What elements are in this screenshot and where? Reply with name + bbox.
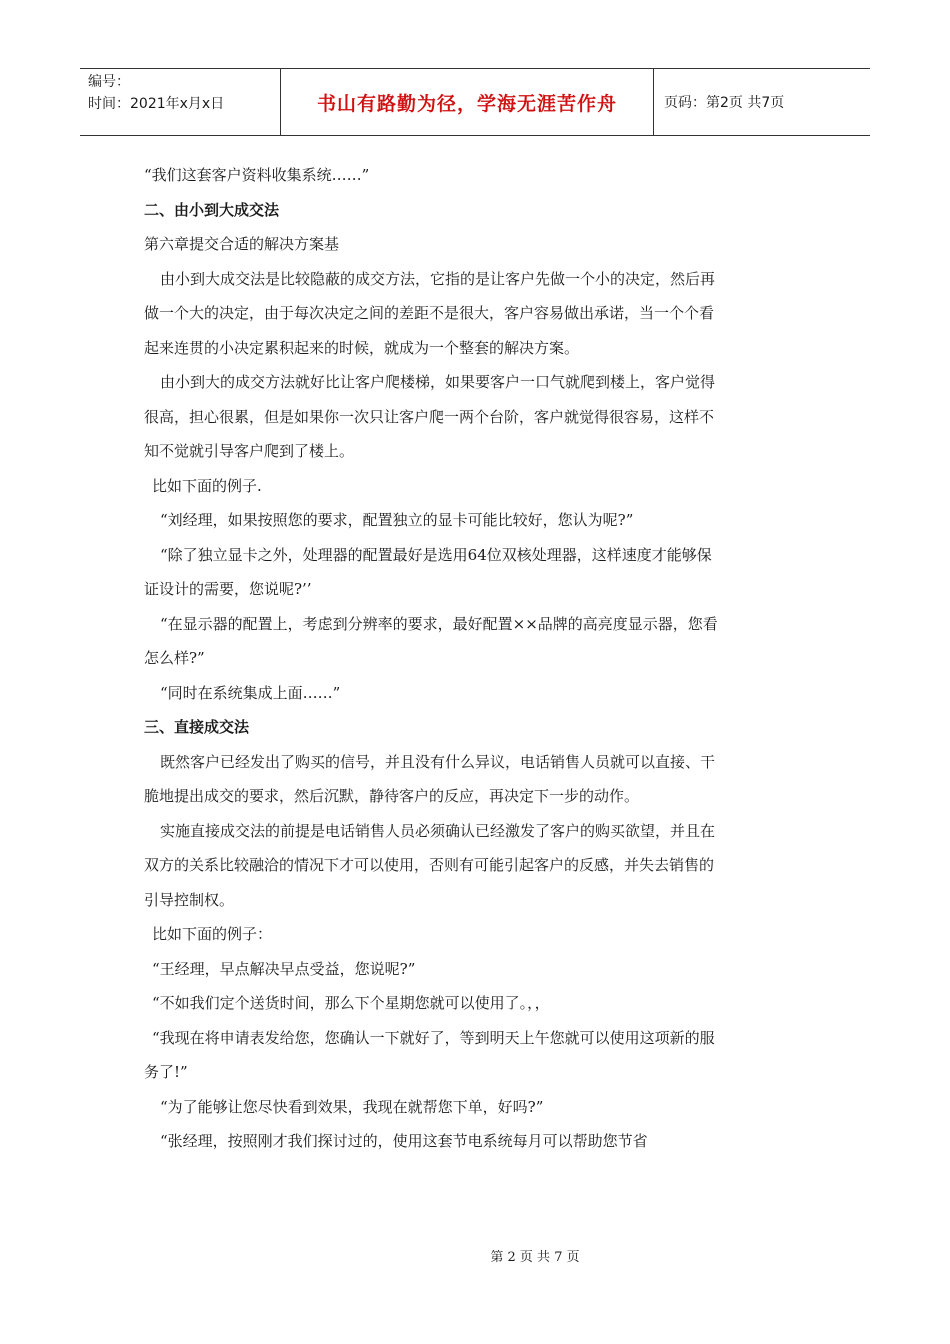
paragraph: 比如下面的例子. [152, 476, 262, 495]
document-body [144, 158, 719, 1159]
section-heading: 二、由小到大成交法 [144, 200, 280, 219]
footer-page-number: 第 2 页 共 7 页 [490, 1250, 580, 1265]
page-footer [0, 1246, 950, 1265]
number-label: 编号： [88, 74, 130, 90]
dialogue-line: “我现在将申请表发给您，您确认一下就好了，等到明天上午您就可以使用这项新的服务了!” [144, 1028, 715, 1081]
dialogue-line: “王经理，早点解决早点受益，您说呢?” [152, 959, 416, 978]
dialogue-line: “同时在系统集成上面……” [160, 683, 341, 702]
time-label: 时间：2021年x月x日 [88, 96, 225, 112]
page-header [80, 68, 870, 136]
paragraph: 既然客户已经发出了购买的信号，并且没有什么异议，电话销售人员就可以直接、干脆地提出成交的要求，然后沉默，静待客户的反应，再决定下一步的动作。 [144, 752, 716, 805]
paragraph: 由小到大成交法是比较隐蔽的成交方法，它指的是让客户先做一个小的决定，然后再做一个大的决定，由于每次决定之间的差距不是很大，客户容易做出承诺，当一个个看起来连贯的小决定累积起来的时候，就成为一个整套的解决方案。 [144, 269, 716, 357]
dialogue-line: “刘经理，如果按照您的要求，配置独立的显卡可能比较好，您认为呢?” [160, 511, 634, 529]
dialogue-line: “在显示器的配置上，考虑到分辨率的要求，最好配置××品牌的高亮度显示器，您看怎么样?” [144, 614, 718, 667]
header-meta [80, 69, 281, 135]
paragraph: 实施直接成交法的前提是电话销售人员必须确认已经激发了客户的购买欲望，并且在双方的关系比较融洽的情况下才可以使用，否则有可能引起客户的反感，并失去销售的引导控制权。 [144, 821, 716, 909]
section-heading: 三、直接成交法 [144, 718, 250, 736]
header-page-label: 页码：第2页 共7页 [664, 95, 785, 111]
dialogue-line: “不如我们定个送货时间，那么下个星期您就可以使用了。，， [152, 994, 550, 1012]
dialogue-line: “为了能够让您尽快看到效果，我现在就帮您下单，好吗?” [160, 1097, 544, 1116]
paragraph: 第六章提交合适的解决方案基 [144, 235, 340, 253]
header-motto: 书山有路勤为径，学海无涯苦作舟 [281, 69, 654, 135]
paragraph: “我们这套客户资料收集系统……” [144, 166, 370, 184]
dialogue-line: “除了独立显卡之外，处理器的配置最好是选用64位双核处理器，这样速度才能够保证设计的需要，您说呢?’’ [144, 545, 712, 598]
paragraph: 比如下面的例子： [152, 925, 273, 943]
dialogue-line: “张经理，按照刚才我们探讨过的，使用这套节电系统每月可以帮助您节省 [160, 1132, 648, 1150]
paragraph: 由小到大的成交方法就好比让客户爬楼梯，如果要客户一口气就爬到楼上，客户觉得很高，担心很累，但是如果你一次只让客户爬一两个台阶，客户就觉得很容易，这样不知不觉就引导客户爬到了楼上。 [144, 373, 716, 460]
